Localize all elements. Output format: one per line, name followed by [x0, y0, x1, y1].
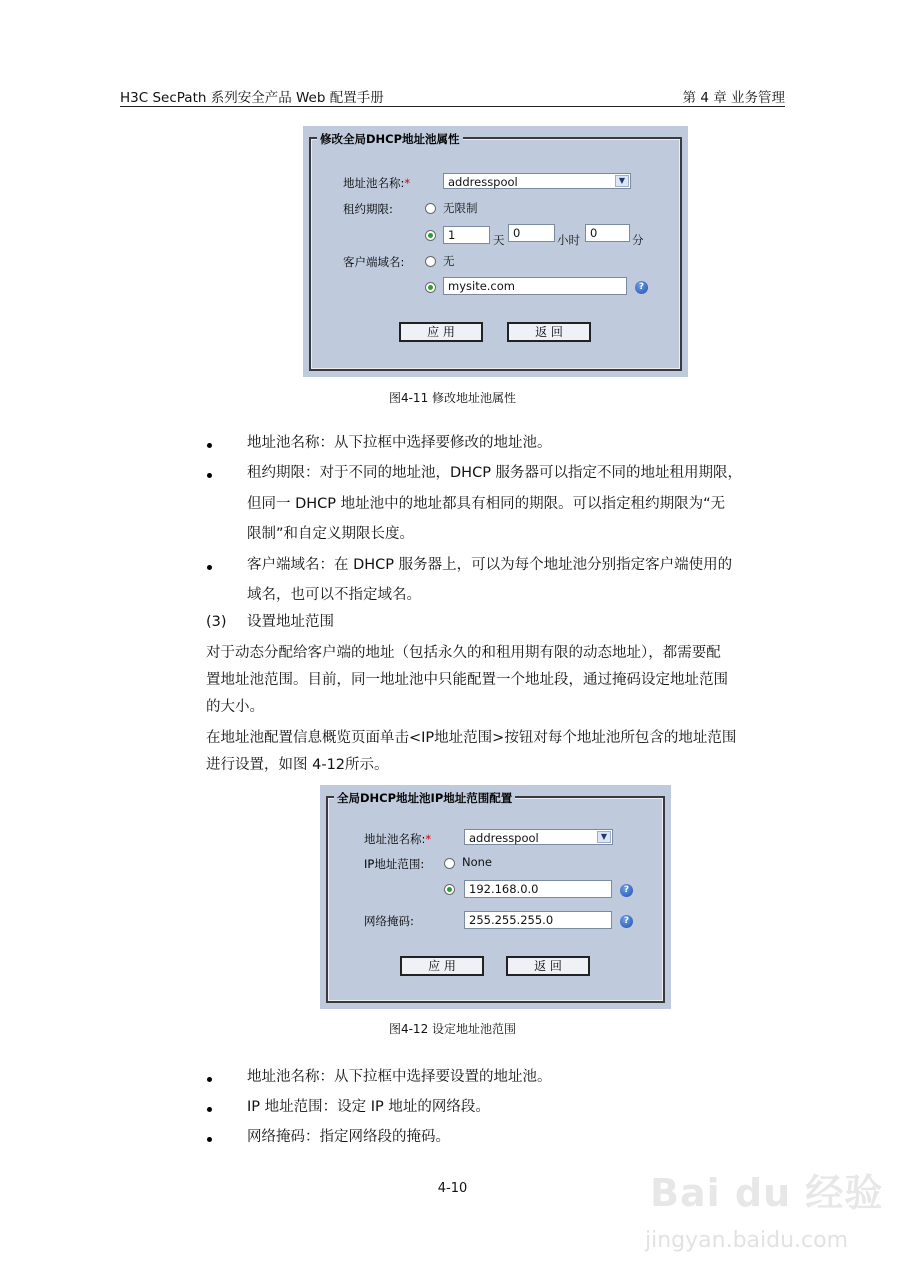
section-title: 设置地址范围 [247, 614, 334, 630]
lease-hours-input[interactable]: 0 [508, 224, 555, 242]
fieldset-frame [326, 796, 665, 1003]
bullet-text-cont: 但同一 DHCP 地址池中的地址都具有相同的期限。可以指定租约期限为“无 [247, 496, 726, 512]
required-mark: * [425, 832, 432, 846]
ip-none-text: None [462, 855, 493, 869]
page-number: 4-10 [437, 1181, 468, 1196]
ip-none-radio[interactable] [444, 858, 455, 869]
bullet-dot [207, 1137, 212, 1142]
domain-none-radio[interactable] [425, 256, 436, 267]
bullet-text: IP 地址范围：设定 IP 地址的网络段。 [247, 1099, 490, 1115]
bullet-dot [207, 443, 212, 448]
ip-range-label: IP地址范围: [364, 857, 425, 871]
bullet-text: 客户端域名：在 DHCP 服务器上，可以为每个地址池分别指定客户端使用的 [247, 557, 733, 573]
section-number: (3) [206, 614, 227, 630]
pool-name-value: addresspool [448, 175, 518, 189]
minute-unit: 分 [632, 233, 644, 247]
figure-ip-range [320, 785, 671, 1009]
lease-custom-radio[interactable] [425, 230, 436, 241]
pool-name-select[interactable] [443, 173, 631, 189]
figure-caption: 图4-11 修改地址池属性 [388, 391, 517, 405]
watermark [645, 1150, 884, 1268]
lease-minutes-input[interactable]: 0 [585, 224, 630, 242]
apply-button[interactable]: 应 用 [400, 956, 484, 976]
bullet-text: 地址池名称：从下拉框中选择要修改的地址池。 [247, 435, 552, 451]
help-icon[interactable]: ? [635, 281, 648, 294]
apply-button[interactable]: 应 用 [399, 322, 483, 342]
figure-caption: 图4-12 设定地址池范围 [388, 1022, 517, 1036]
bullet-text-cont: 域名，也可以不指定域名。 [247, 587, 421, 603]
help-icon[interactable]: ? [620, 884, 633, 897]
ip-range-input[interactable]: 192.168.0.0 [464, 880, 612, 898]
bullet-text: 租约期限：对于不同的地址池，DHCP 服务器可以指定不同的地址租用期限， [247, 465, 743, 481]
netmask-label: 网络掩码: [364, 914, 414, 928]
pool-name-value: addresspool [469, 831, 539, 845]
lease-unlimited-radio[interactable] [425, 203, 436, 214]
paragraph-line: 进行设置，如图 4-12所示。 [206, 757, 389, 773]
chevron-down-icon[interactable]: ▼ [597, 831, 611, 843]
bullet-dot [207, 473, 212, 478]
day-unit: 天 [493, 233, 505, 247]
bullet-text: 网络掩码：指定网络段的掩码。 [247, 1129, 450, 1145]
lease-unlimited-text: 无限制 [443, 201, 478, 215]
page-header [120, 86, 785, 107]
figure-modify-pool [303, 126, 688, 377]
chevron-down-icon[interactable]: ▼ [615, 175, 629, 187]
watermark-url: jingyan.baidu.com [645, 1228, 849, 1253]
netmask-input[interactable]: 255.255.255.0 [464, 911, 612, 929]
bullet-text-cont: 限制”和自定义期限长度。 [247, 526, 415, 542]
help-icon[interactable]: ? [620, 915, 633, 928]
fieldset-legend: 全局DHCP地址池IP地址范围配置 [334, 790, 515, 806]
domain-custom-radio[interactable] [425, 282, 436, 293]
paragraph-line: 的大小。 [206, 699, 264, 715]
pool-name-label: 地址池名称:* [364, 832, 432, 846]
domain-none-text: 无 [443, 254, 455, 268]
paragraph-line: 对于动态分配给客户端的地址（包括永久的和租用期有限的动态地址），都需要配 [206, 645, 721, 661]
client-domain-input[interactable]: mysite.com [443, 277, 627, 295]
watermark-logo: Bai du 经验 [650, 1171, 884, 1215]
hour-unit: 小时 [557, 233, 580, 247]
bullet-dot [207, 565, 212, 570]
lease-label: 租约期限: [343, 202, 393, 216]
client-domain-label: 客户端域名: [343, 255, 405, 269]
bullet-text: 地址池名称：从下拉框中选择要设置的地址池。 [247, 1069, 552, 1085]
back-button[interactable]: 返 回 [506, 956, 590, 976]
required-mark: * [404, 176, 411, 190]
header-title: H3C SecPath 系列安全产品 Web 配置手册 [120, 90, 384, 106]
bullet-dot [207, 1107, 212, 1112]
pool-name-label: 地址池名称:* [343, 176, 411, 190]
lease-days-input[interactable]: 1 [443, 226, 490, 244]
paragraph-line: 在地址池配置信息概览页面单击<IP地址范围>按钮对每个地址池所包含的地址范围 [206, 730, 737, 746]
header-chapter: 第 4 章 业务管理 [682, 90, 785, 106]
pool-name-select[interactable] [464, 829, 613, 845]
paragraph-line: 置地址池范围。目前，同一地址池中只能配置一个地址段，通过掩码设定地址范围 [206, 672, 728, 688]
bullet-dot [207, 1077, 212, 1082]
ip-custom-radio[interactable] [444, 884, 455, 895]
back-button[interactable]: 返 回 [507, 322, 591, 342]
fieldset-legend: 修改全局DHCP地址池属性 [317, 131, 463, 147]
